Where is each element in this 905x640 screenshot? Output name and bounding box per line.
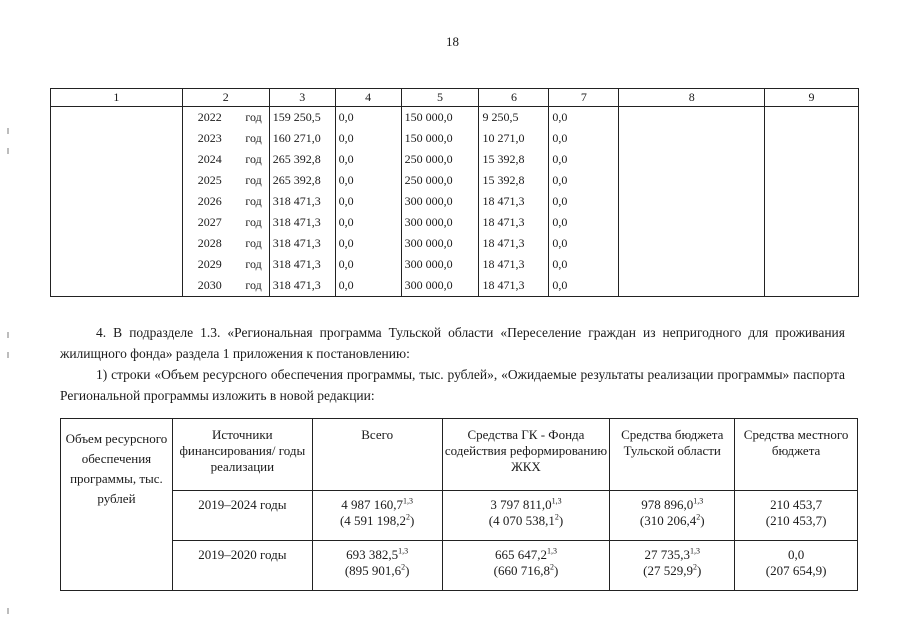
paragraph-text: 4. В подразделе 1.3. «Региональная программа Тульской области «Переселение граждан из непригодного для проживания жилищного фонда» раздела 1 приложения к постановлению: <box>60 325 845 361</box>
value-cell: 0,0 <box>549 128 619 149</box>
margin-mark <box>7 608 9 614</box>
empty-cell <box>619 149 765 170</box>
year-unit: год <box>245 131 262 145</box>
table-row <box>51 212 859 233</box>
year-value: 2022 <box>197 110 222 124</box>
empty-cell <box>619 212 765 233</box>
empty-cell <box>619 254 765 275</box>
amount-cell <box>610 541 735 591</box>
column-header: 6 <box>479 89 549 107</box>
margin-mark <box>7 332 9 338</box>
value-cell: 250 000,0 <box>401 170 479 191</box>
footnote-mark: 2 <box>401 562 406 572</box>
amount-value: 27 735,3 <box>644 547 690 562</box>
value-cell: 18 471,3 <box>479 233 549 254</box>
value-cell: 318 471,3 <box>269 212 335 233</box>
year-unit: год <box>245 152 262 166</box>
paragraph-text: 1) строки «Объем ресурсного обеспечения программы, тыс. рублей», «Ожидаемые результаты реализации программы» паспорта Региональной программы изложить в новой редакции: <box>60 367 845 403</box>
page-number: 18 <box>446 34 459 49</box>
value-cell: 159 250,5 <box>269 107 335 129</box>
table-row <box>61 541 858 591</box>
value-cell: 9 250,5 <box>479 107 549 129</box>
margin-mark <box>7 352 9 358</box>
column-header: Средства местного бюджета <box>735 419 858 491</box>
amount-value: (660 716,8 <box>493 563 550 578</box>
table-row <box>51 191 859 212</box>
value-cell: 18 471,3 <box>479 212 549 233</box>
amount-value: 210 453,7 <box>770 497 823 512</box>
value-cell: 0,0 <box>549 212 619 233</box>
column-header: Средства бюджета Тульской области <box>610 419 735 491</box>
empty-cell <box>51 191 183 212</box>
value-cell: 0,0 <box>335 233 401 254</box>
empty-cell <box>51 212 183 233</box>
value-cell: 0,0 <box>335 212 401 233</box>
funding-by-year-table <box>50 88 859 297</box>
value-cell: 0,0 <box>549 233 619 254</box>
table-row <box>51 128 859 149</box>
empty-cell <box>765 170 859 191</box>
table-row <box>51 170 859 191</box>
empty-cell <box>619 233 765 254</box>
paragraph-item-1 <box>60 364 845 406</box>
empty-cell <box>51 170 183 191</box>
year-unit: год <box>245 215 262 229</box>
value-cell: 318 471,3 <box>269 275 335 297</box>
year-unit: год <box>245 194 262 208</box>
value-cell: 150 000,0 <box>401 107 479 129</box>
value-cell: 0,0 <box>549 191 619 212</box>
table-header-row <box>51 89 859 107</box>
year-value: 2025 <box>197 173 222 187</box>
footnote-mark: 1,3 <box>693 496 704 506</box>
amount-value: ) <box>553 563 559 578</box>
amount-cell <box>442 541 610 591</box>
value-cell: 0,0 <box>549 107 619 129</box>
amount-value: 4 987 160,7 <box>341 497 404 512</box>
empty-cell <box>765 275 859 297</box>
value-cell: 0,0 <box>335 128 401 149</box>
amount-value: (895 901,6 <box>344 563 402 578</box>
year-value: 2028 <box>197 236 222 250</box>
value-cell: 18 471,3 <box>479 254 549 275</box>
value-cell: 318 471,3 <box>269 254 335 275</box>
resource-provision-table <box>60 418 858 591</box>
value-cell: 0,0 <box>549 170 619 191</box>
value-cell: 15 392,8 <box>479 149 549 170</box>
amount-value: ) <box>700 513 705 528</box>
empty-cell <box>619 170 765 191</box>
amount-value: (310 206,4 <box>639 513 697 528</box>
footnote-mark: 1,3 <box>398 546 409 556</box>
column-header: 7 <box>549 89 619 107</box>
amount-value: ) <box>410 513 415 528</box>
value-cell: 0,0 <box>335 275 401 297</box>
column-header: Источники финансирования/ годы реализации <box>172 419 312 491</box>
period-cell: 2019–2024 годы <box>172 491 312 541</box>
value-cell: 0,0 <box>335 191 401 212</box>
value-cell: 0,0 <box>335 149 401 170</box>
footnote-mark: 1,3 <box>551 496 562 506</box>
empty-cell <box>51 128 183 149</box>
empty-cell <box>765 254 859 275</box>
amount-cell <box>312 541 442 591</box>
amount-value: 978 896,0 <box>641 497 694 512</box>
value-cell: 0,0 <box>335 254 401 275</box>
empty-cell <box>765 128 859 149</box>
year-value: 2023 <box>197 131 222 145</box>
footnote-mark: 2 <box>406 512 411 522</box>
table-row <box>51 254 859 275</box>
column-header: 5 <box>401 89 479 107</box>
empty-cell <box>765 149 859 170</box>
column-header: 1 <box>51 89 183 107</box>
year-unit: год <box>245 173 262 187</box>
value-cell: 10 271,0 <box>479 128 549 149</box>
value-cell: 0,0 <box>549 149 619 170</box>
year-unit: год <box>245 236 262 250</box>
value-cell: 15 392,8 <box>479 170 549 191</box>
amount-value: ) <box>697 563 702 578</box>
year-cell <box>182 107 269 129</box>
column-header: Средства ГК - Фонда содействия реформированию ЖКХ <box>442 419 610 491</box>
amount-value: (207 654,9) <box>765 563 827 578</box>
value-cell: 300 000,0 <box>401 275 479 297</box>
amount-value: 0,0 <box>787 547 805 562</box>
year-value: 2024 <box>197 152 222 166</box>
year-cell <box>182 149 269 170</box>
amount-cell <box>735 491 858 541</box>
year-cell <box>182 254 269 275</box>
empty-cell <box>619 191 765 212</box>
empty-cell <box>51 275 183 297</box>
empty-cell <box>51 149 183 170</box>
period-cell: 2019–2020 годы <box>172 541 312 591</box>
value-cell: 0,0 <box>549 254 619 275</box>
amount-cell <box>610 491 735 541</box>
value-cell: 300 000,0 <box>401 233 479 254</box>
value-cell: 300 000,0 <box>401 254 479 275</box>
year-unit: год <box>245 278 262 292</box>
paragraph-section-4 <box>60 322 845 364</box>
amount-value: ) <box>558 513 564 528</box>
year-cell <box>182 191 269 212</box>
amount-cell <box>312 491 442 541</box>
column-header: 2 <box>182 89 269 107</box>
value-cell: 265 392,8 <box>269 170 335 191</box>
amount-cell <box>735 541 858 591</box>
year-cell <box>182 212 269 233</box>
value-cell: 250 000,0 <box>401 149 479 170</box>
amount-value: (27 529,9 <box>643 563 693 578</box>
table-row <box>51 275 859 297</box>
amount-value: (4 591 198,2 <box>339 513 407 528</box>
empty-cell <box>619 107 765 129</box>
value-cell: 0,0 <box>335 107 401 129</box>
amount-value: 3 797 811,0 <box>490 497 552 512</box>
value-cell: 318 471,3 <box>269 191 335 212</box>
column-header: Всего <box>312 419 442 491</box>
footnote-mark: 2 <box>549 562 554 572</box>
footnote-mark: 2 <box>696 512 701 522</box>
year-cell <box>182 128 269 149</box>
margin-mark <box>7 148 9 154</box>
empty-cell <box>619 275 765 297</box>
empty-cell <box>765 191 859 212</box>
amount-value: (4 070 538,1 <box>488 513 555 528</box>
year-unit: год <box>245 110 262 124</box>
footnote-mark: 1,3 <box>546 546 557 556</box>
value-cell: 150 000,0 <box>401 128 479 149</box>
year-value: 2030 <box>197 278 222 292</box>
amount-cell <box>442 491 610 541</box>
value-cell: 300 000,0 <box>401 212 479 233</box>
value-cell: 0,0 <box>335 170 401 191</box>
year-cell <box>182 275 269 297</box>
column-header: 4 <box>335 89 401 107</box>
value-cell: 265 392,8 <box>269 149 335 170</box>
year-value: 2026 <box>197 194 222 208</box>
column-header: 8 <box>619 89 765 107</box>
row-label: Объем ресурсного обеспечения программы, тыс. рублей <box>61 419 173 591</box>
amount-value: (210 453,7) <box>765 513 827 528</box>
year-unit: год <box>245 257 262 271</box>
empty-cell <box>765 233 859 254</box>
value-cell: 18 471,3 <box>479 191 549 212</box>
table-header-row <box>61 419 858 491</box>
empty-cell <box>765 107 859 129</box>
amount-value: 693 382,5 <box>346 547 399 562</box>
value-cell: 160 271,0 <box>269 128 335 149</box>
footnote-mark: 1,3 <box>403 496 414 506</box>
margin-mark <box>7 128 9 134</box>
table-row <box>51 107 859 129</box>
table-row <box>51 233 859 254</box>
year-value: 2027 <box>197 215 222 229</box>
value-cell: 300 000,0 <box>401 191 479 212</box>
amount-value: ) <box>405 563 410 578</box>
value-cell: 0,0 <box>549 275 619 297</box>
empty-cell <box>51 107 183 129</box>
empty-cell <box>51 254 183 275</box>
amount-value: 665 647,2 <box>494 547 547 562</box>
table-row <box>51 149 859 170</box>
footnote-mark: 1,3 <box>690 546 700 556</box>
column-header: 3 <box>269 89 335 107</box>
footnote-mark: 2 <box>693 562 697 572</box>
year-cell <box>182 233 269 254</box>
column-header: 9 <box>765 89 859 107</box>
empty-cell <box>51 233 183 254</box>
empty-cell <box>619 128 765 149</box>
table-row <box>61 491 858 541</box>
year-value: 2029 <box>197 257 222 271</box>
empty-cell <box>765 212 859 233</box>
value-cell: 18 471,3 <box>479 275 549 297</box>
value-cell: 318 471,3 <box>269 233 335 254</box>
year-cell <box>182 170 269 191</box>
footnote-mark: 2 <box>554 512 559 522</box>
